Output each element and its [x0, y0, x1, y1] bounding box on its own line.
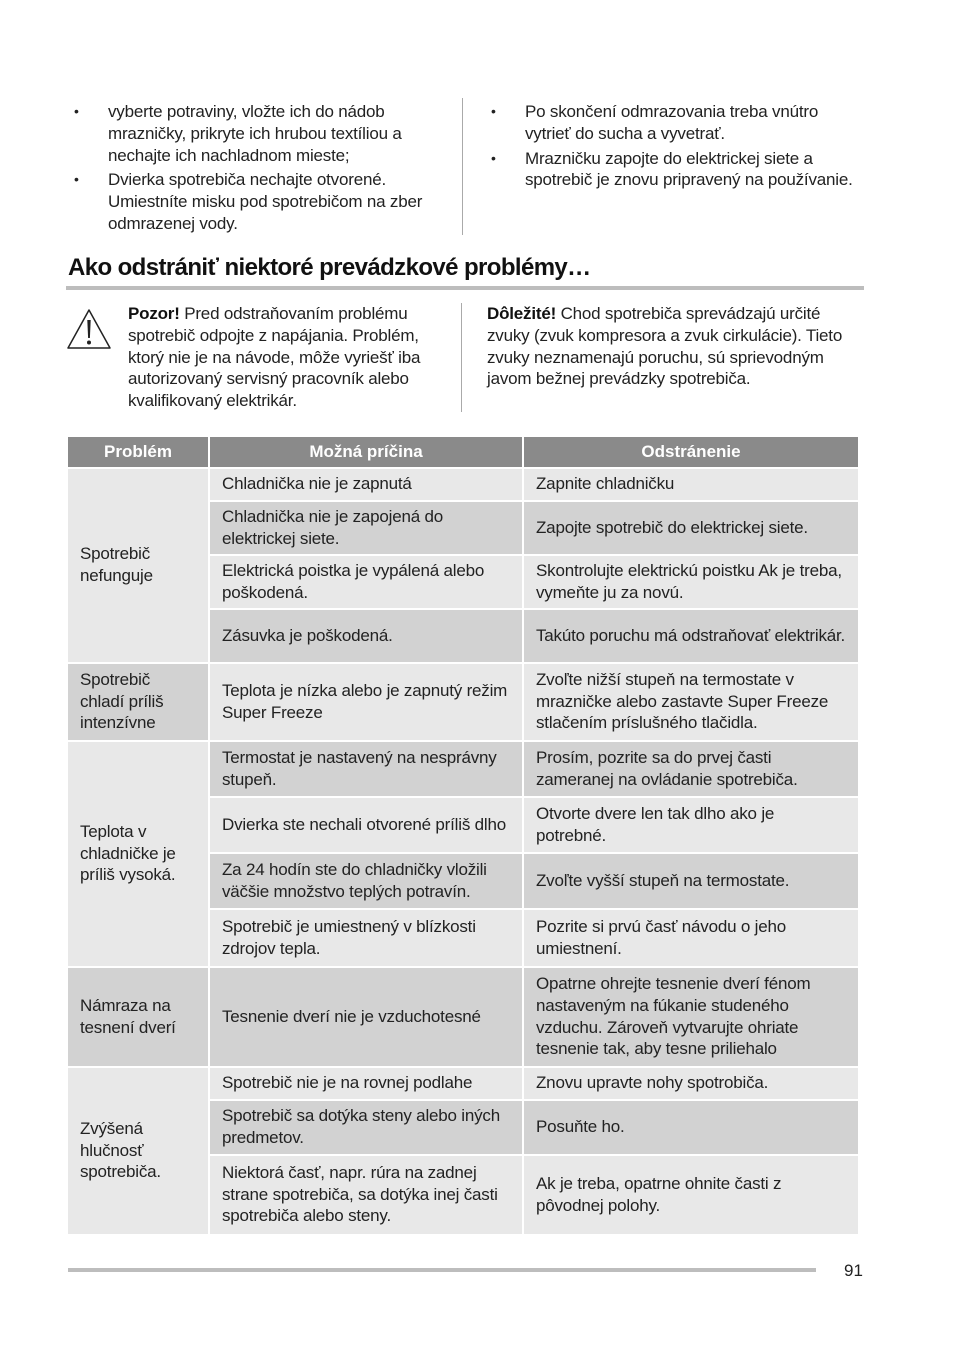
footer-divider — [68, 1268, 816, 1272]
remedy-cell: Posuňte ho. — [523, 1100, 858, 1155]
cause-cell: Spotrebič je umiestnený v blízkosti zdrojov tepla. — [209, 909, 523, 967]
bullet-item: • Po skončení odmrazovania treba vnútro vytrieť do sucha a vyvetrať. — [485, 98, 858, 145]
cause-cell: Spotrebič nie je na rovnej podlahe — [209, 1067, 523, 1100]
bullet-item: • Mrazničku zapojte do elektrickej siete a spotrebič je znovu pripravený na používanie. — [485, 145, 858, 192]
problem-cell: Teplota v chladničke je príliš vysoká. — [68, 741, 209, 967]
table-header-row — [68, 437, 858, 468]
cause-cell: Tesnenie dverí nie je vzduchotesné — [209, 967, 523, 1067]
problem-cell: Námraza na tesnení dverí — [68, 967, 209, 1067]
header-cause: Možná príčina — [209, 437, 523, 468]
cause-cell: Elektrická poistka je vypálená alebo poškodená. — [209, 555, 523, 609]
intro-left-column — [68, 98, 463, 235]
table-row — [68, 1067, 858, 1100]
bullet-item: • vyberte potraviny, vložte ich do nádob mrazničky, prikryte ich hrubou textíliou a nechajte ich nachladnom mieste; — [68, 98, 444, 166]
header-problem: Problém — [68, 437, 209, 468]
bullet-item: • Dvierka spotrebiča nechajte otvorené. Umiestníte misku pod spotrebičom na zber odmrazenej vody. — [68, 166, 444, 234]
cause-cell: Niektorá časť, napr. rúra na zadnej strane spotrebiča, sa dotýka inej časti spotrebiča alebo steny. — [209, 1155, 523, 1235]
remedy-cell: Ak je treba, opatrne ohnite časti z pôvodnej polohy. — [523, 1155, 858, 1235]
remedy-cell: Zvoľte vyšší stupeň na termostate. — [523, 853, 858, 909]
page-number: 91 — [844, 1261, 863, 1280]
problem-cell: Spotrebič nefunguje — [68, 468, 209, 663]
intro-columns — [68, 98, 858, 235]
remedy-cell: Otvorte dvere len tak dlho ako je potrebné. — [523, 797, 858, 853]
remedy-cell: Zapnite chladničku — [523, 468, 858, 501]
remedy-cell: Takúto poruchu má odstraňovať elektrikár. — [523, 609, 858, 663]
cause-cell: Teplota je nízka alebo je zapnutý režim Super Freeze — [209, 663, 523, 741]
remedy-cell: Pozrite si prvú časť návodu o jeho umiestnení. — [523, 909, 858, 967]
table-row — [68, 967, 858, 1067]
warning-triangle-icon — [66, 308, 112, 350]
remedy-cell: Zvoľte nižší stupeň na termostate v mrazničke alebo zastavte Super Freeze stlačením príslušného tlačidla. — [523, 663, 858, 741]
caution-note — [128, 303, 462, 412]
problem-cell: Spotrebič chladí príliš intenzívne — [68, 663, 209, 741]
heading-divider — [66, 286, 864, 290]
remedy-cell: Znovu upravte nohy spotrobiča. — [523, 1067, 858, 1100]
cause-cell: Chladnička nie je zapnutá — [209, 468, 523, 501]
important-text: Chod spotrebiča sprevádzajú určité zvuky (zvuk kompresora a zvuk cirkulácie). Tieto zvuky neznamenajú poruchu, sú sprievodným javom bežnej prevádzky spotrebiča. — [487, 304, 843, 389]
remedy-cell: Zapojte spotrebič do elektrickej siete. — [523, 501, 858, 555]
cause-cell: Termostat je nastavený na nesprávny stupeň. — [209, 741, 523, 797]
caution-label: Pozor! — [128, 304, 180, 323]
problem-cell: Zvýšená hlučnosť spotrebiča. — [68, 1067, 209, 1235]
cause-cell: Chladnička nie je zapojená do elektrickej siete. — [209, 501, 523, 555]
table-row — [68, 741, 858, 797]
table-row — [68, 663, 858, 741]
important-label: Dôležité! — [487, 304, 557, 323]
remedy-cell: Prosím, pozrite sa do prvej časti zameranej na ovládanie spotrebiča. — [523, 741, 858, 797]
notes-block — [128, 303, 858, 412]
remedy-cell: Opatrne ohrejte tesnenie dverí fénom nastaveným na fúkanie studeného vzduchu. Zároveň vytvarujte ohriate tesnenie tak, aby tesne priliehalo — [523, 967, 858, 1067]
intro-right-column — [463, 98, 858, 235]
caution-text: Pred odstraňovaním problému spotrebič odpojte z napájania. Problém, ktorý nie je na návode, môže vyriešť iba autorizovaný servisný pracovník alebo kvalifikovaný elektrikár. — [128, 304, 421, 411]
section-title: Ako odstrániť niektoré prevádzkové problémy… — [68, 254, 591, 281]
important-note — [462, 303, 858, 412]
cause-cell: Spotrebič sa dotýka steny alebo iných predmetov. — [209, 1100, 523, 1155]
cause-cell: Za 24 hodín ste do chladničky vložili väčšie množstvo teplých potravín. — [209, 853, 523, 909]
troubleshooting-table — [68, 437, 858, 1236]
header-remedy: Odstránenie — [523, 437, 858, 468]
remedy-cell: Skontrolujte elektrickú poistku Ak je treba, vymeňte ju za novú. — [523, 555, 858, 609]
cause-cell: Dvierka ste nechali otvorené príliš dlho — [209, 797, 523, 853]
table-row — [68, 468, 858, 501]
cause-cell: Zásuvka je poškodená. — [209, 609, 523, 663]
